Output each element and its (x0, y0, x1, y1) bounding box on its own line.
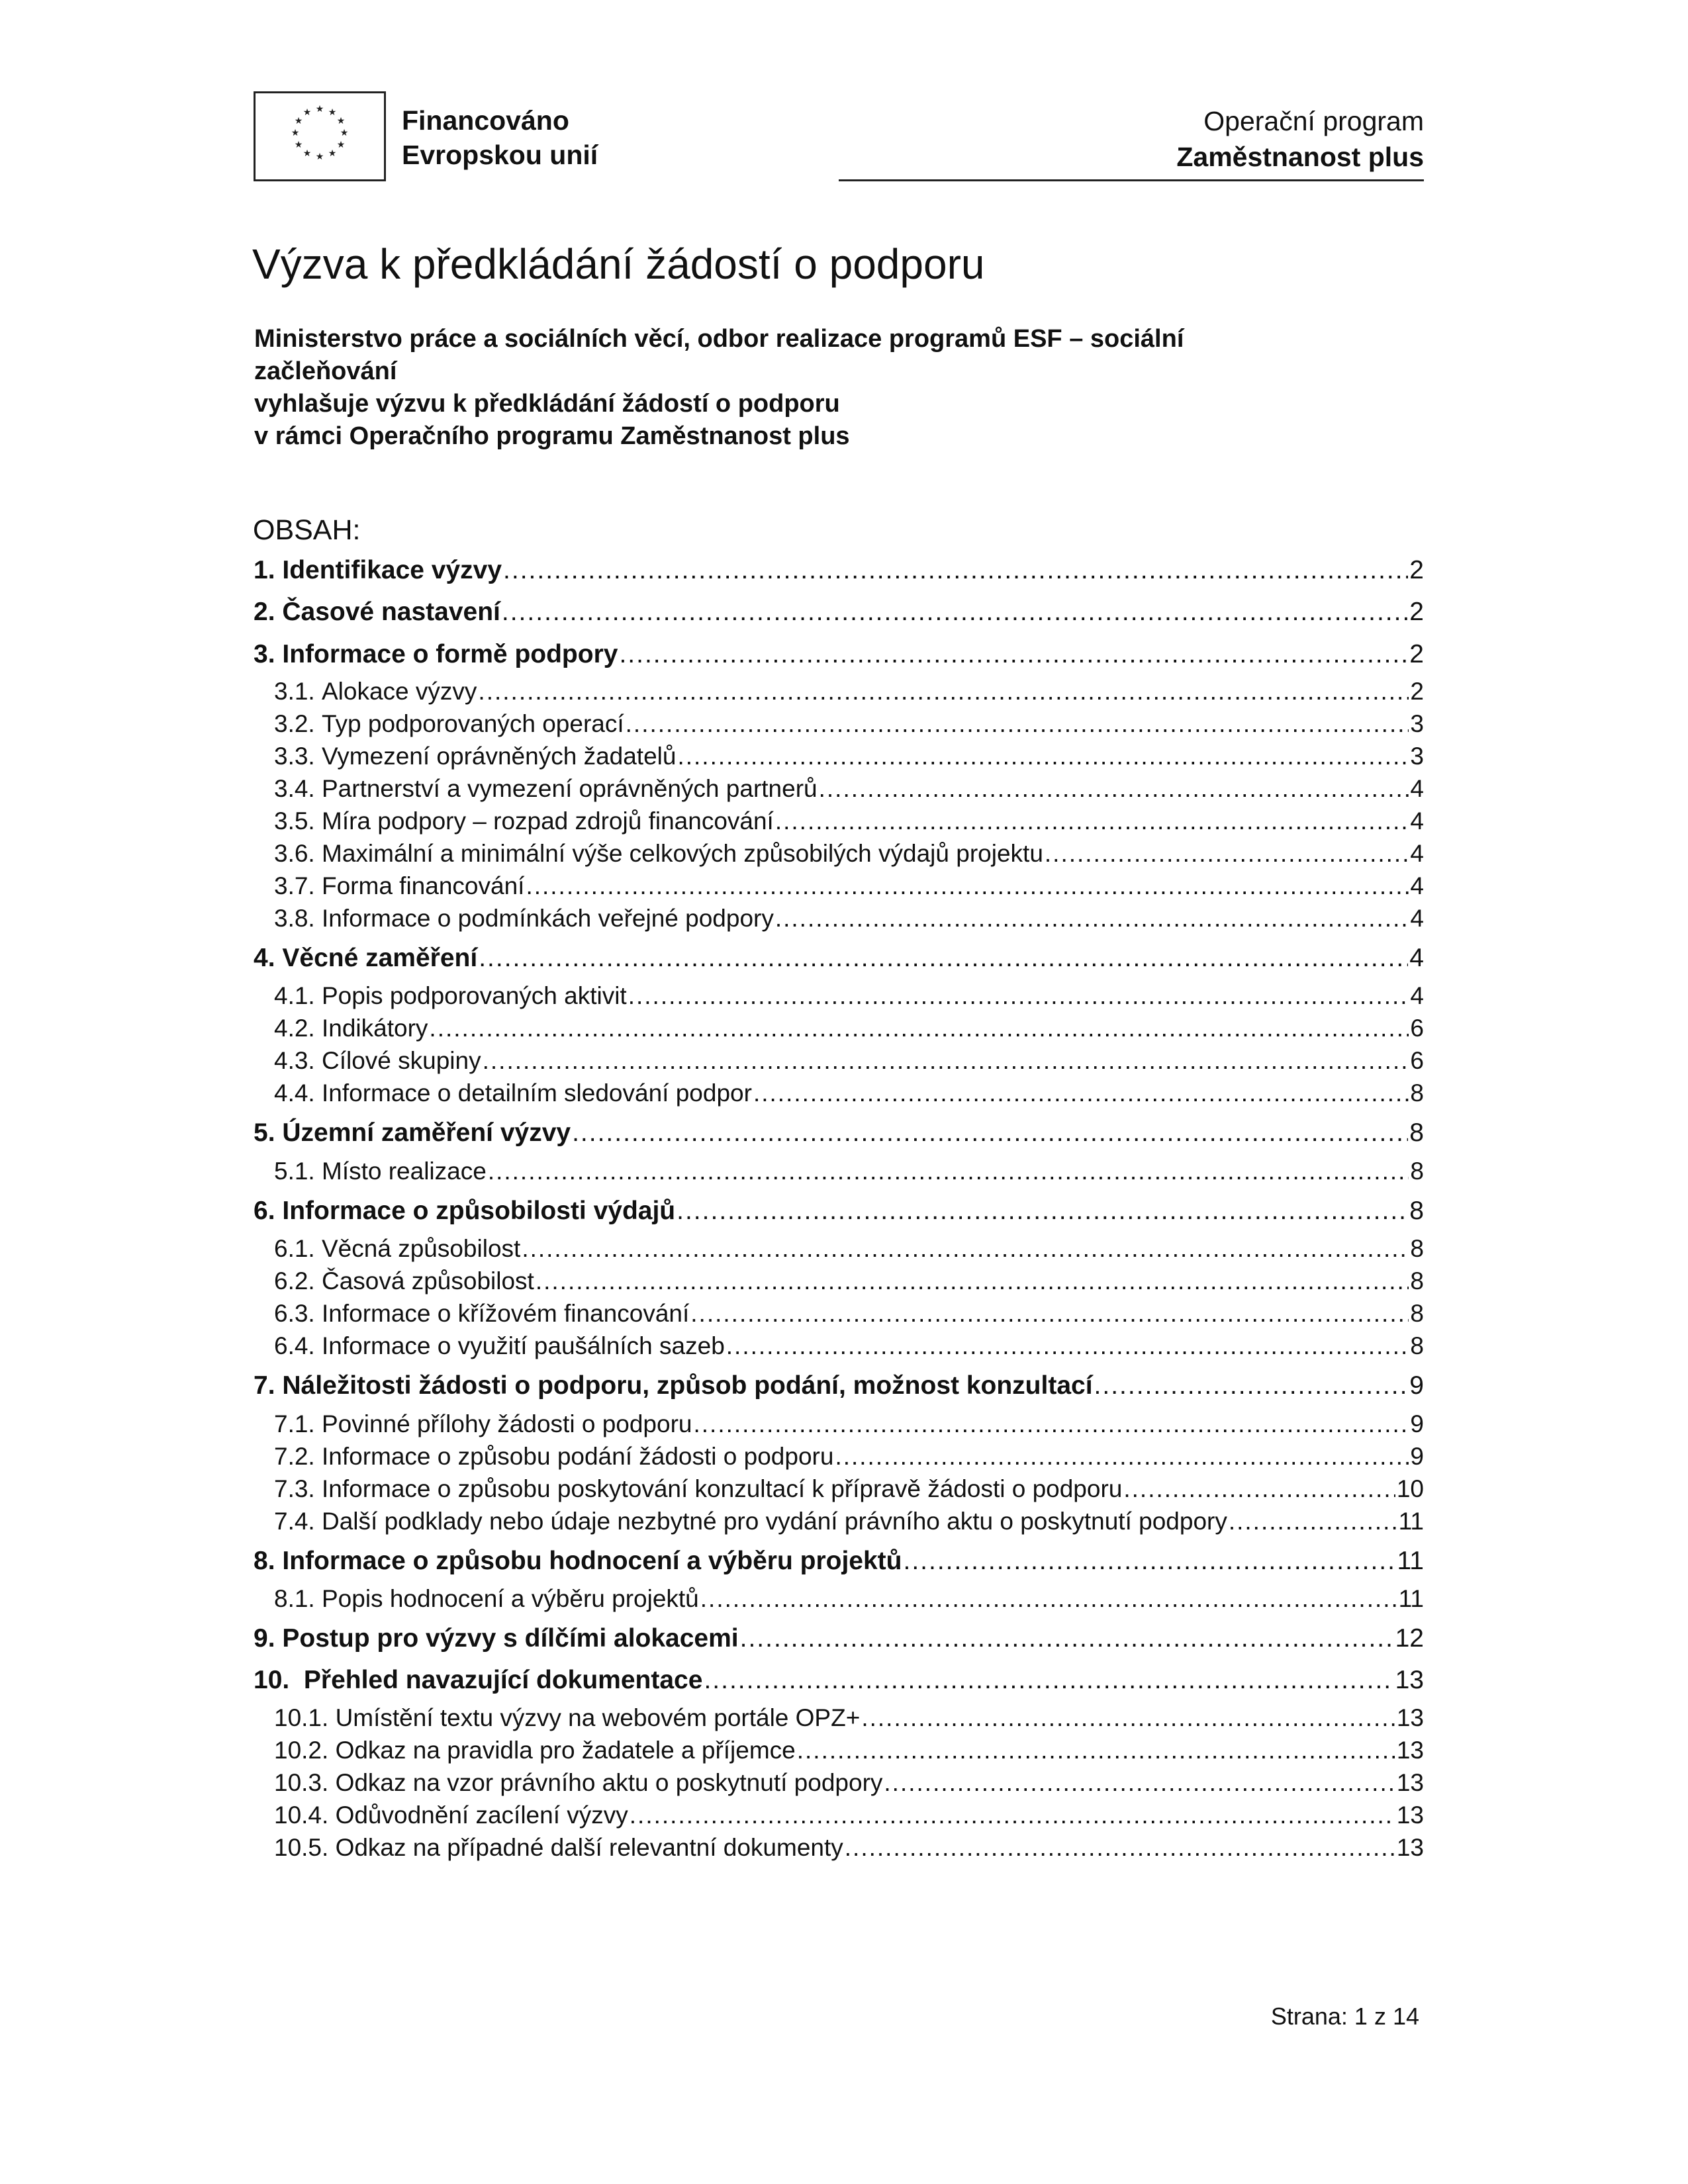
toc-entry[interactable] (274, 1410, 1424, 1442)
eu-stars-icon (256, 93, 384, 179)
toc-entry[interactable] (274, 743, 1424, 774)
toc-entry-label: Alokace výzvy (322, 678, 477, 705)
toc-entry[interactable] (274, 1158, 1424, 1189)
toc-entry-page: 4 (1410, 840, 1424, 867)
toc-dot-leader (1094, 1371, 1409, 1400)
toc-entry-number: 4.1. (274, 982, 315, 1009)
toc-entry-number: 10.5. (274, 1834, 329, 1861)
toc-dot-leader (628, 982, 1409, 1010)
toc-entry-label: Vymezení oprávněných žadatelů (322, 743, 677, 770)
toc-entry[interactable] (254, 1624, 1424, 1656)
toc-entry-number: 1. (254, 556, 275, 584)
toc-dot-leader (740, 1624, 1394, 1653)
toc-dot-leader (819, 775, 1409, 803)
toc-entry-page: 8 (1410, 1158, 1424, 1185)
toc-entry-number: 3.6. (274, 840, 315, 867)
toc-dot-leader (693, 1410, 1409, 1438)
toc-entry-number: 3.4. (274, 775, 315, 802)
toc-entry-label: Identifikace výzvy (282, 556, 502, 584)
toc-dot-leader (488, 1158, 1409, 1185)
toc-entry-page: 11 (1398, 1585, 1424, 1612)
svg-text:★: ★ (315, 152, 324, 162)
toc-entry[interactable] (254, 640, 1424, 672)
toc-entry-page: 8 (1410, 1267, 1424, 1295)
toc-dot-leader (690, 1300, 1409, 1328)
toc-entry[interactable] (274, 678, 1424, 709)
toc-entry-page: 4 (1410, 872, 1424, 899)
toc-entry[interactable] (274, 1475, 1424, 1507)
toc-entry-number: 7.3. (274, 1475, 315, 1502)
toc-entry-page: 8 (1410, 1235, 1424, 1262)
toc-entry-page: 10 (1396, 1475, 1424, 1502)
toc-dot-leader (797, 1737, 1395, 1764)
toc-entry-number: 3.1. (274, 678, 315, 705)
toc-dot-leader (626, 710, 1409, 738)
toc-entry-page: 4 (1409, 944, 1424, 972)
toc-entry-page: 4 (1410, 905, 1424, 932)
toc-entry-page: 13 (1396, 1737, 1424, 1764)
toc-entry-page: 4 (1410, 807, 1424, 835)
toc-entry[interactable] (254, 1197, 1424, 1228)
toc-entry-label: Informace o formě podpory (282, 640, 618, 668)
toc-entry-label: Informace o způsobu poskytování konzultací k přípravě žádosti o podporu (322, 1475, 1123, 1502)
toc-entry-number: 5. (254, 1118, 275, 1147)
toc-dot-leader (502, 598, 1408, 627)
toc-entry-number: 10.1. (274, 1704, 329, 1731)
toc-entry-label: Forma financování (322, 872, 525, 899)
toc-entry-number: 3.3. (274, 743, 315, 770)
toc-entry[interactable] (254, 598, 1424, 629)
toc-entry-page: 11 (1398, 1508, 1424, 1535)
toc-dot-leader (526, 872, 1409, 900)
toc-entry-number: 6.3. (274, 1300, 315, 1327)
toc-entry-label: Další podklady nebo údaje nezbytné pro vydání právního aktu o poskytnutí podpory (322, 1508, 1227, 1535)
toc-entry-label: Informace o křížovém financování (322, 1300, 690, 1327)
toc-entry[interactable] (254, 944, 1424, 976)
toc-entry-number: 7. (254, 1371, 275, 1400)
toc-heading: OBSAH: (253, 514, 361, 546)
toc-entry-page: 3 (1410, 743, 1424, 770)
toc-entry-number: 6.2. (274, 1267, 315, 1295)
toc-entry-label: Informace o využití paušálních sazeb (322, 1332, 725, 1359)
toc-entry-label: Náležitosti žádosti o podporu, způsob podání, možnost konzultací (282, 1371, 1093, 1400)
toc-entry-number: 8.1. (274, 1585, 315, 1612)
toc-dot-leader (1229, 1508, 1397, 1535)
svg-text:★: ★ (303, 107, 312, 118)
toc-entry[interactable] (274, 1300, 1424, 1332)
toc-dot-leader (775, 807, 1409, 835)
eu-funding-line2: Evropskou unií (402, 140, 598, 170)
toc-entry-label: Odkaz na případné další relevantní dokumenty (335, 1834, 843, 1861)
toc-entry-label: Územní zaměření výzvy (282, 1118, 571, 1147)
toc-entry[interactable] (274, 840, 1424, 872)
toc-entry-label: Odkaz na vzor právního aktu o poskytnutí podpory (335, 1769, 883, 1796)
toc-entry-label: Věcné zaměření (282, 944, 478, 972)
toc-entry-number: 3.7. (274, 872, 315, 899)
toc-entry-number: 6.1. (274, 1235, 315, 1262)
toc-dot-leader (726, 1332, 1409, 1360)
op-line1: Operační program (1203, 106, 1424, 136)
toc-entry-page: 4 (1410, 982, 1424, 1009)
toc-entry[interactable] (274, 1585, 1424, 1617)
toc-entry[interactable] (274, 1801, 1424, 1833)
header-divider (839, 179, 1424, 181)
toc-entry[interactable] (274, 1079, 1424, 1111)
toc-entry-number: 4. (254, 944, 275, 972)
toc-entry-number: 10. (254, 1666, 290, 1694)
toc-entry-label: Partnerství a vymezení oprávněných partnerů (322, 775, 818, 802)
toc-entry[interactable] (274, 1834, 1424, 1866)
toc-dot-leader (429, 1015, 1409, 1042)
toc-entry-label: Popis podporovaných aktivit (322, 982, 627, 1009)
toc-dot-leader (775, 905, 1409, 933)
toc-entry[interactable] (274, 1015, 1424, 1046)
toc-entry-label: Informace o způsobilosti výdajů (282, 1197, 676, 1225)
svg-text:★: ★ (315, 104, 324, 114)
toc-entry-label: Informace o detailním sledování podpor (322, 1079, 752, 1107)
toc-entry-page: 8 (1409, 1197, 1424, 1225)
toc-entry-label: Typ podporovaných operací (322, 710, 624, 737)
toc-entry-number: 8. (254, 1547, 275, 1575)
toc-entry-page: 3 (1410, 710, 1424, 737)
toc-entry-page: 13 (1396, 1769, 1424, 1796)
svg-text:★: ★ (340, 128, 349, 138)
intro-line-4: v rámci Operačního programu Zaměstnanost plus (254, 422, 850, 450)
toc-entry-label: Odůvodnění zacílení výzvy (335, 1801, 628, 1829)
toc-dot-leader (619, 640, 1408, 669)
toc-dot-leader (479, 944, 1408, 973)
toc-entry[interactable] (274, 1332, 1424, 1364)
toc-dot-leader (572, 1118, 1408, 1148)
svg-text:★: ★ (294, 116, 303, 126)
toc-dot-leader (704, 1666, 1393, 1695)
toc-entry-label: Odkaz na pravidla pro žadatele a příjemce (335, 1737, 796, 1764)
eu-flag-logo (254, 91, 386, 181)
toc-dot-leader (904, 1547, 1396, 1576)
toc-dot-leader (483, 1047, 1409, 1075)
toc-entry[interactable] (274, 872, 1424, 904)
toc-dot-leader (503, 556, 1408, 585)
toc-dot-leader (478, 678, 1409, 705)
toc-entry[interactable] (274, 1047, 1424, 1079)
toc-entry-number: 5.1. (274, 1158, 315, 1185)
toc-dot-leader (884, 1769, 1395, 1797)
intro-line-3: vyhlašuje výzvu k předkládání žádostí o podporu (254, 390, 840, 418)
toc-entry-page: 6 (1410, 1047, 1424, 1074)
toc-entry[interactable] (274, 905, 1424, 936)
toc-entry[interactable] (254, 1547, 1424, 1578)
toc-entry-page: 8 (1410, 1079, 1424, 1107)
toc-entry-label: Postup pro výzvy s dílčími alokacemi (282, 1624, 739, 1653)
toc-entry[interactable] (274, 1704, 1424, 1736)
toc-entry-label: Popis hodnocení a výběru projektů (322, 1585, 699, 1612)
svg-text:★: ★ (294, 140, 303, 150)
toc-entry-label: Maximální a minimální výše celkových způsobilých výdajů projektu (322, 840, 1043, 867)
toc-entry-page: 13 (1396, 1801, 1424, 1829)
toc-entry-number: 10.2. (274, 1737, 329, 1764)
toc-dot-leader (1045, 840, 1409, 868)
intro-line-1: Ministerstvo práce a sociálních věcí, odbor realizace programů ESF – sociální (254, 325, 1184, 353)
toc-entry-page: 6 (1410, 1015, 1424, 1042)
svg-text:★: ★ (336, 116, 346, 126)
toc-dot-leader (522, 1235, 1409, 1263)
toc-entry[interactable] (274, 1508, 1424, 1539)
toc-entry[interactable] (274, 807, 1424, 839)
svg-text:★: ★ (328, 107, 337, 118)
toc-dot-leader (845, 1834, 1395, 1862)
toc-entry-number: 6.4. (274, 1332, 315, 1359)
op-line2: Zaměstnanost plus (1176, 142, 1424, 172)
toc-entry[interactable] (274, 1267, 1424, 1299)
toc-entry[interactable] (274, 1443, 1424, 1475)
eu-funding-line1: Financováno (402, 105, 569, 136)
toc-entry-number: 3.5. (274, 807, 315, 835)
svg-text:★: ★ (291, 128, 300, 138)
toc-dot-leader (677, 1197, 1408, 1226)
page-number: Strana: 1 z 14 (1270, 2003, 1419, 2030)
toc-entry-number: 3.8. (274, 905, 315, 932)
toc-entry-number: 4.4. (274, 1079, 315, 1107)
toc-entry-label: Věcná způsobilost (322, 1235, 521, 1262)
toc-entry-label: Informace o způsobu hodnocení a výběru projektů (282, 1547, 902, 1575)
toc-entry[interactable] (274, 1737, 1424, 1768)
toc-entry-page: 2 (1409, 640, 1424, 668)
toc-entry-page: 11 (1397, 1547, 1424, 1575)
toc-entry-page: 2 (1409, 598, 1424, 626)
toc-entry-page: 9 (1410, 1443, 1424, 1470)
toc-entry-label: Míra podpory – rozpad zdrojů financování (322, 807, 774, 835)
toc-entry-page: 2 (1410, 678, 1424, 705)
toc-entry-page: 8 (1409, 1118, 1424, 1147)
toc-entry-page: 8 (1410, 1300, 1424, 1327)
toc-dot-leader (753, 1079, 1409, 1107)
toc-entry-label: Cílové skupiny (322, 1047, 481, 1074)
toc-entry-label: Indikátory (322, 1015, 428, 1042)
eu-funding-label (402, 103, 598, 172)
toc-dot-leader (835, 1443, 1409, 1471)
toc-entry-number: 3.2. (274, 710, 315, 737)
intro-line-2: začleňování (254, 357, 397, 385)
toc-entry-number: 9. (254, 1624, 275, 1653)
operational-programme-label (1176, 103, 1424, 175)
svg-text:★: ★ (328, 148, 337, 159)
toc-entry-page: 8 (1410, 1332, 1424, 1359)
toc-entry-page: 9 (1409, 1371, 1424, 1400)
toc-entry-page: 13 (1396, 1704, 1424, 1731)
toc-entry-page: 12 (1395, 1624, 1424, 1653)
toc-dot-leader (700, 1585, 1397, 1613)
toc-entry[interactable] (254, 1118, 1424, 1150)
toc-entry-number: 7.4. (274, 1508, 315, 1535)
svg-text:★: ★ (336, 140, 346, 150)
toc-entry[interactable] (274, 1235, 1424, 1267)
toc-entry-page: 13 (1396, 1834, 1424, 1861)
toc-entry-label: Umístění textu výzvy na webovém portále OPZ+ (335, 1704, 861, 1731)
toc-entry[interactable] (274, 982, 1424, 1014)
toc-entry-number: 7.2. (274, 1443, 315, 1470)
toc-entry-label: Časové nastavení (282, 598, 500, 626)
toc-entry[interactable] (254, 1371, 1424, 1403)
toc-entry-number: 4.2. (274, 1015, 315, 1042)
toc-entry-label: Místo realizace (322, 1158, 487, 1185)
toc-entry-number: 3. (254, 640, 275, 668)
toc-entry[interactable] (274, 775, 1424, 807)
toc-dot-leader (861, 1704, 1395, 1732)
toc-entry-label: Povinné přílohy žádosti o podporu (322, 1410, 692, 1437)
toc-entry-number: 10.3. (274, 1769, 329, 1796)
toc-entry-page: 4 (1410, 775, 1424, 802)
toc-entry-label: Informace o podmínkách veřejné podpory (322, 905, 774, 932)
toc-entry-number: 4.3. (274, 1047, 315, 1074)
toc-entry-number: 10.4. (274, 1801, 329, 1829)
toc-entry-page: 9 (1410, 1410, 1424, 1437)
intro-block (254, 323, 1380, 453)
document-title: Výzva k předkládání žádostí o podporu (252, 240, 985, 288)
toc-dot-leader (1123, 1475, 1395, 1503)
toc-dot-leader (677, 743, 1409, 770)
toc-dot-leader (630, 1801, 1395, 1829)
toc-entry-number: 2. (254, 598, 275, 626)
toc-entry-label: Časová způsobilost (322, 1267, 534, 1295)
toc-entry-number: 6. (254, 1197, 275, 1225)
toc-entry-label: Informace o způsobu podání žádosti o podporu (322, 1443, 834, 1470)
toc-entry-page: 13 (1395, 1666, 1424, 1694)
toc-entry-label: Přehled navazující dokumentace (303, 1666, 703, 1694)
toc-entry[interactable] (254, 1666, 1424, 1698)
toc-entry-number: 7.1. (274, 1410, 315, 1437)
toc-entry-page: 2 (1409, 556, 1424, 584)
svg-text:★: ★ (303, 148, 312, 159)
toc-entry[interactable] (254, 556, 1424, 588)
toc-dot-leader (536, 1267, 1409, 1295)
toc-entry[interactable] (274, 710, 1424, 742)
toc-entry[interactable] (274, 1769, 1424, 1801)
